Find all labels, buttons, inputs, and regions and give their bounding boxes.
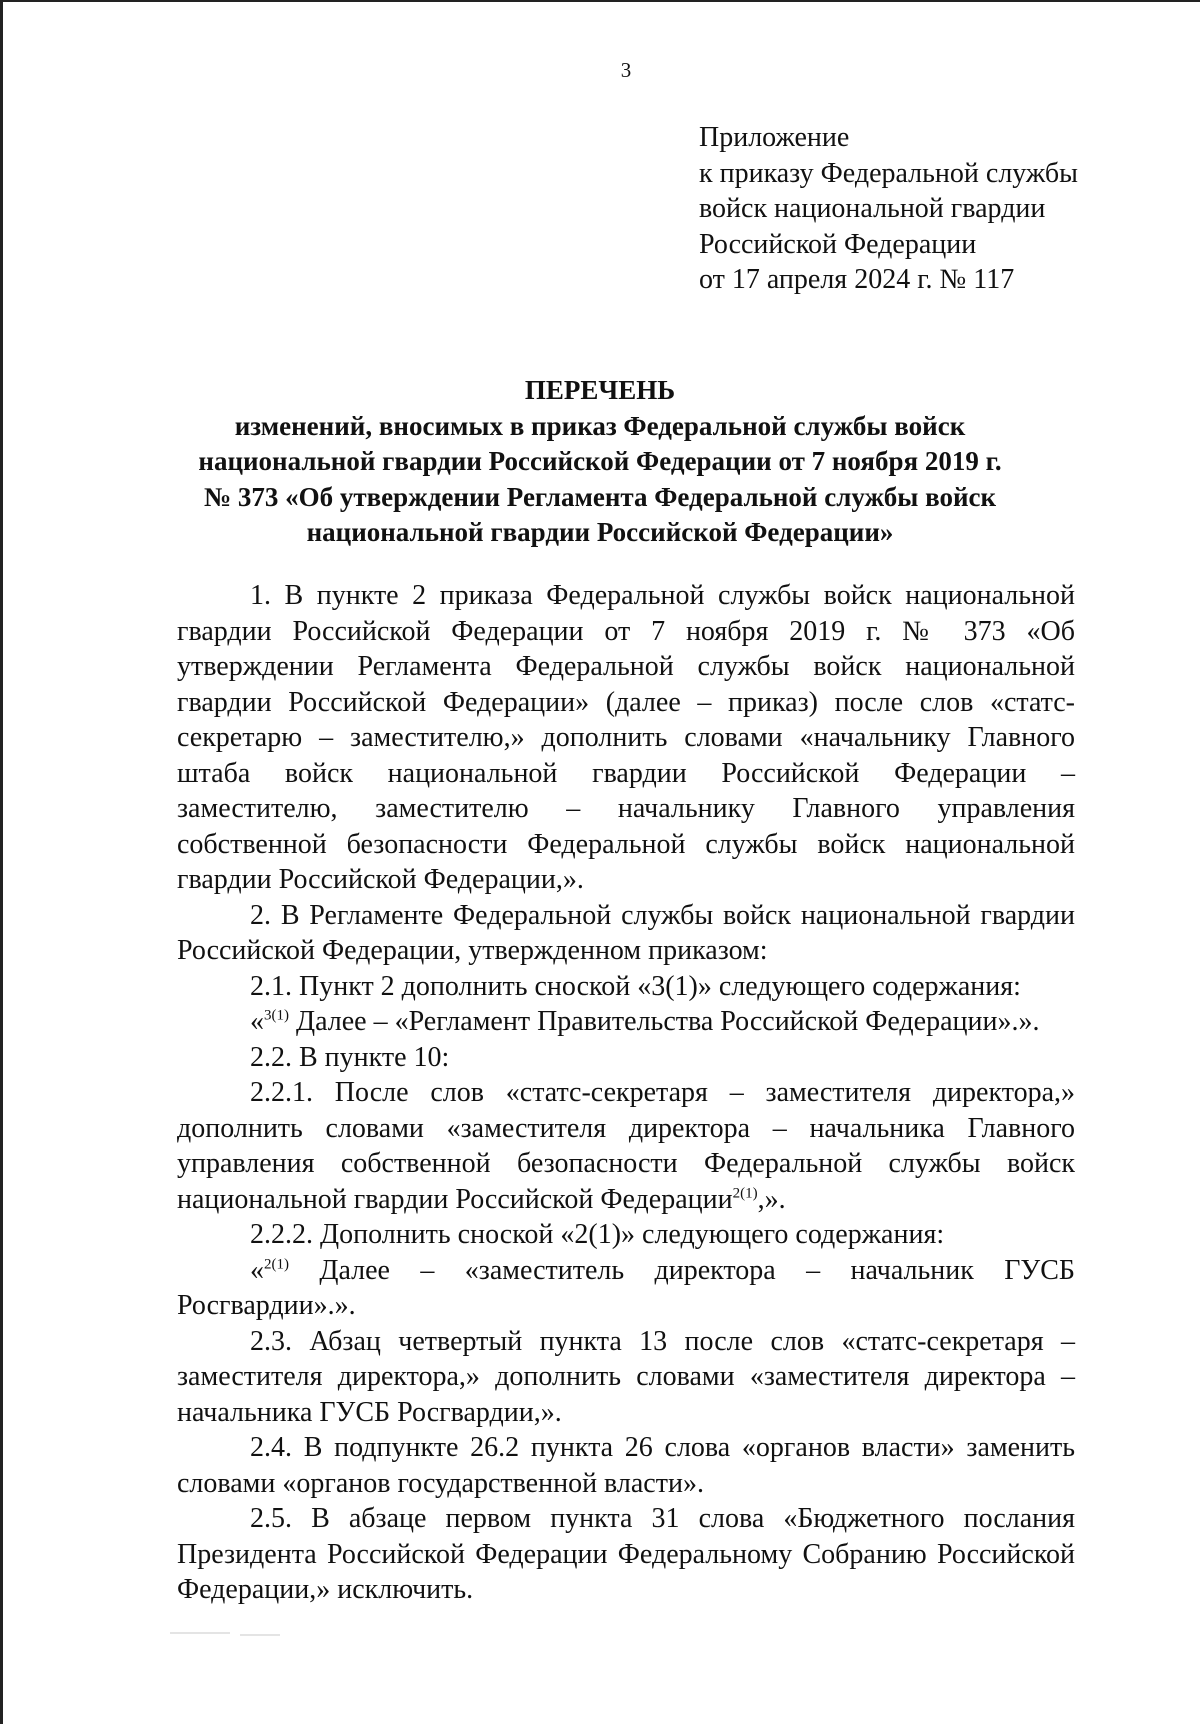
- footnote-text: Далее – «заместитель директора – начальник ГУСБ Росгвардии».».: [177, 1254, 1075, 1321]
- document-body: [177, 578, 1075, 1608]
- scan-border-top: [0, 0, 1200, 2]
- appendix-line: войск национальной гвардии: [699, 193, 1046, 224]
- scan-border-left: [0, 0, 3, 1724]
- appendix-line: к приказу Федеральной службы: [699, 157, 1078, 189]
- document-title: [150, 373, 1050, 551]
- title-line: изменений, вносимых в приказ Федеральной службы войск: [234, 410, 966, 441]
- title-line: национальной гвардии Российской Федерации»: [306, 517, 894, 547]
- appendix-line: Российской Федерации: [699, 228, 977, 260]
- paragraph-2-2-1: [177, 1075, 1075, 1217]
- paragraph-2-5: 2.5. В абзаце первом пункта 31 слова «Бюджетного послания Президента Российской Федерации Федеральному Собранию Российской Федерации,» исключить.: [177, 1503, 1075, 1605]
- title-line: национальной гвардии Российской Федерации от 7 ноября 2019 г.: [198, 446, 1002, 476]
- footnote-2-1: [177, 1253, 1075, 1324]
- paragraph-2-4: 2.4. В подпункте 26.2 пункта 26 слова «органов власти» заменить словами «органов государственной власти».: [177, 1432, 1075, 1499]
- appendix-line: Приложение: [699, 122, 850, 153]
- scan-artifact: [240, 1634, 280, 1636]
- page-number: 3: [620, 58, 632, 82]
- title-heading: ПЕРЕЧЕНЬ: [524, 375, 676, 405]
- paragraph-2-1: 2.1. Пункт 2 дополнить сноской «3(1)» следующего содержания:: [250, 970, 1021, 1002]
- appendix-line: от 17 апреля 2024 г. № 117: [699, 264, 1015, 295]
- footnote-text: Далее – «Регламент Правительства Российской Федерации».».: [289, 1006, 1040, 1037]
- footnote-marker: 2(1): [732, 1185, 758, 1202]
- paragraph-text: 2.2.1. После слов «статс-секретаря – заместителя директора,» дополнить словами «заместителя директора – начальника Главного управления собственной безопасности Федеральной службы войск национальной гвардии Российской Федерации: [177, 1077, 1075, 1215]
- paragraph-2-3: 2.3. Абзац четвертый пункта 13 после слов «статс-секретаря – заместителя директора,» дополнить словами «заместителя директора – начальника ГУСБ Росгвардии,».: [177, 1325, 1075, 1428]
- quote-open: «: [250, 1006, 264, 1037]
- appendix-block: [699, 120, 1078, 298]
- quote-open: «: [250, 1254, 264, 1286]
- footnote-marker: 3(1): [264, 1007, 289, 1024]
- paragraph-2-2-2: 2.2.2. Дополнить сноской «2(1)» следующего содержания:: [250, 1219, 945, 1250]
- paragraph-2-2: 2.2. В пункте 10:: [250, 1041, 450, 1073]
- scan-artifact: [170, 1632, 230, 1634]
- paragraph-2: 2. В Регламенте Федеральной службы войск национальной гвардии Российской Федерации, утвержденном приказом:: [177, 899, 1075, 966]
- paragraph-1: 1. В пункте 2 приказа Федеральной службы войск национальной гвардии Российской Федерации от 7 ноября 2019 г. № 373 «Об утверждении Регламента Федеральной службы войск национальной гвардии Российской Федерации» (далее – приказ) после слов «статс-секретарю – заместителю,» дополнить словами «начальнику Главного штаба войск национальной гвардии Российской Федерации – заместителю, заместителю – начальнику Главного управления собственной безопасности Федеральной службы войск национальной гвардии Российской Федерации,».: [177, 580, 1075, 895]
- footnote-marker: 2(1): [264, 1256, 289, 1273]
- title-line: № 373 «Об утверждении Регламента Федеральной службы войск: [203, 481, 997, 512]
- paragraph-end: ,».: [757, 1183, 786, 1215]
- footnote-3-1: [177, 1004, 1075, 1040]
